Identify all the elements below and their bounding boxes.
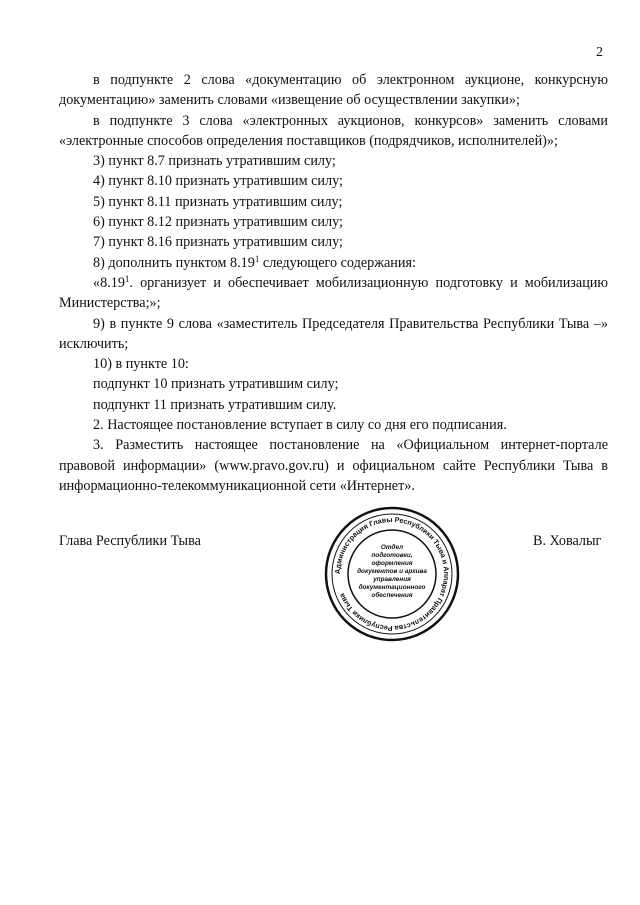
superscript: 1 [124, 273, 130, 284]
paragraph [59, 273, 608, 314]
stamp-center-line: документационного [358, 584, 426, 591]
document-body [59, 70, 608, 496]
paragraph: 5) пункт 8.11 признать утратившим силу; [93, 193, 343, 210]
superscript: 1 [254, 253, 260, 264]
paragraph: 9) в пункте 9 слова «заместитель Председателя Правительства Республики Тыва –» исключить; [59, 315, 608, 352]
paragraph: 7) пункт 8.16 признать утратившим силу; [93, 234, 343, 251]
stamp-center-line: Отдел [380, 544, 404, 551]
stamp-center-line: оформления [371, 560, 413, 567]
paragraph: 6) пункт 8.12 признать утратившим силу; [93, 214, 343, 231]
stamp-center-line: подготовки, [371, 552, 413, 559]
paragraph: в подпункте 3 слова «электронных аукционов, конкурсов» заменить словами «электронные способов определения поставщиков (подрядчиков, исполнителей)»; [59, 112, 608, 149]
paragraph: 3) пункт 8.7 признать утратившим силу; [93, 153, 336, 170]
stamp-center-line: документов и архива [357, 568, 427, 575]
paragraph [59, 253, 608, 273]
paragraph-text: следующего содержания: [259, 254, 416, 271]
paragraph: 3. Разместить настоящее постановление на «Официальном интернет-портале правовой информации» (www.pravo.gov.ru) и официальном сайте Республики Тыва в информационно-телекоммуникационной сети «Интернет». [59, 437, 608, 494]
paragraph: 4) пункт 8.10 признать утратившим силу; [93, 173, 343, 190]
paragraph: 2. Настоящее постановление вступает в силу со дня его подписания. [93, 417, 507, 434]
paragraph: 10) в пункте 10: [93, 356, 189, 373]
paragraph: подпункт 10 признать утратившим силу; [93, 376, 339, 393]
stamp-center-line: обеспечения [371, 592, 413, 599]
paragraph-text: . организует и обеспечивает мобилизационную подготовку и мобилизацию Министерства;»; [59, 274, 608, 312]
paragraph-text: 8) дополнить пунктом 8.19 [93, 254, 255, 271]
paragraph: подпункт 11 признать утратившим силу. [93, 396, 337, 413]
official-stamp [323, 505, 461, 643]
signatory-title: Глава Республики Тыва [59, 533, 201, 549]
page-number: 2 [596, 45, 603, 60]
stamp-center-line: управления [373, 576, 411, 583]
stamp-ring-text: Администрация Главы Республики Тыва и Аппарат Правительства Республики Тыва [332, 514, 452, 634]
paragraph: в подпункте 2 слова «документацию об электронном аукционе, конкурсную документацию» заменить словами «извещение об осуществлении закупки»; [59, 72, 608, 109]
paragraph-text: «8.19 [93, 274, 125, 291]
signatory-name: В. Ховалыг [533, 533, 602, 549]
